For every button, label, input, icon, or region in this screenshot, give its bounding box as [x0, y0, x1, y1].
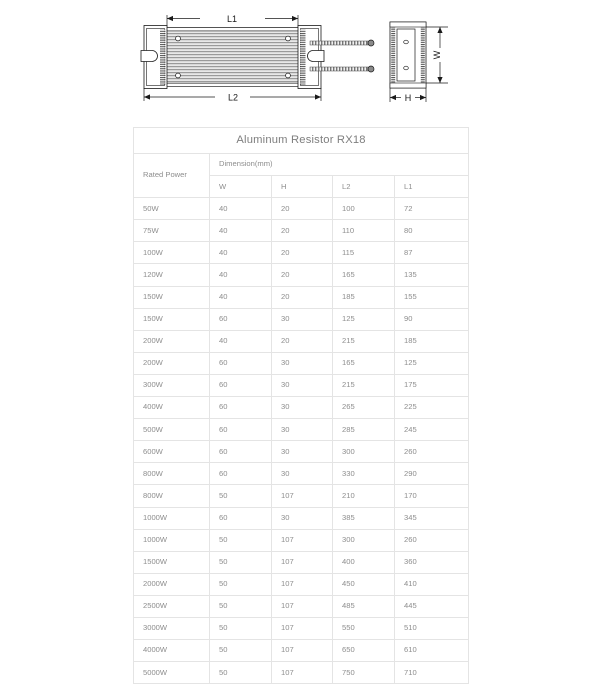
cell-w: 60 — [210, 308, 272, 330]
cell-rated-power: 800W — [134, 485, 210, 507]
cell-l1: 80 — [395, 220, 469, 242]
side-view — [390, 22, 448, 103]
w-dimension — [426, 27, 448, 83]
cell-h: 20 — [272, 286, 333, 308]
cell-w: 40 — [210, 330, 272, 352]
table-row — [134, 463, 469, 485]
table-row — [134, 308, 469, 330]
table-row — [134, 330, 469, 352]
cell-l1: 260 — [395, 529, 469, 551]
cell-rated-power: 100W — [134, 242, 210, 264]
cell-w: 60 — [210, 507, 272, 529]
cell-l2: 750 — [333, 662, 395, 684]
column-header-w: W — [210, 176, 272, 198]
cell-h: 107 — [272, 573, 333, 595]
specification-table — [133, 127, 469, 684]
table-title: Aluminum Resistor RX18 — [134, 128, 469, 154]
cell-l1: 175 — [395, 374, 469, 396]
cell-rated-power: 1000W — [134, 529, 210, 551]
table-row — [134, 551, 469, 573]
cell-l2: 115 — [333, 242, 395, 264]
cell-w: 60 — [210, 419, 272, 441]
cell-w: 40 — [210, 286, 272, 308]
cell-w: 50 — [210, 595, 272, 617]
cell-h: 107 — [272, 640, 333, 662]
cell-l2: 300 — [333, 529, 395, 551]
cell-h: 30 — [272, 352, 333, 374]
cell-l1: 87 — [395, 242, 469, 264]
specification-table-container — [133, 127, 468, 684]
cell-h: 107 — [272, 595, 333, 617]
cell-l2: 125 — [333, 308, 395, 330]
column-header-h: H — [272, 176, 333, 198]
cell-l2: 485 — [333, 595, 395, 617]
table-row — [134, 419, 469, 441]
cell-l2: 330 — [333, 463, 395, 485]
dimension-header: Dimension(mm) — [210, 154, 469, 176]
table-row — [134, 617, 469, 639]
table-row — [134, 352, 469, 374]
table-row — [134, 220, 469, 242]
cell-l2: 100 — [333, 198, 395, 220]
cell-h: 20 — [272, 198, 333, 220]
cell-h: 20 — [272, 220, 333, 242]
cell-l1: 410 — [395, 573, 469, 595]
table-row — [134, 640, 469, 662]
cell-l2: 550 — [333, 617, 395, 639]
cell-l2: 210 — [333, 485, 395, 507]
cell-rated-power: 400W — [134, 397, 210, 419]
w-label: W — [432, 50, 442, 60]
cell-h: 30 — [272, 308, 333, 330]
cell-w: 50 — [210, 662, 272, 684]
cell-l1: 90 — [395, 308, 469, 330]
cell-l1: 170 — [395, 485, 469, 507]
cell-l2: 215 — [333, 330, 395, 352]
table-row — [134, 198, 469, 220]
table-row — [134, 507, 469, 529]
table-row — [134, 286, 469, 308]
l2-dimension — [144, 88, 321, 103]
cell-rated-power: 4000W — [134, 640, 210, 662]
cell-l2: 165 — [333, 352, 395, 374]
table-row — [134, 242, 469, 264]
cell-w: 50 — [210, 529, 272, 551]
column-header-l1: L1 — [395, 176, 469, 198]
table-row — [134, 529, 469, 551]
cell-rated-power: 150W — [134, 286, 210, 308]
cell-h: 30 — [272, 397, 333, 419]
cell-w: 50 — [210, 640, 272, 662]
cell-rated-power: 75W — [134, 220, 210, 242]
cell-l1: 72 — [395, 198, 469, 220]
cell-w: 60 — [210, 397, 272, 419]
cell-rated-power: 1500W — [134, 551, 210, 573]
table-row — [134, 485, 469, 507]
cell-rated-power: 3000W — [134, 617, 210, 639]
cell-l2: 450 — [333, 573, 395, 595]
cell-l1: 445 — [395, 595, 469, 617]
table-row — [134, 374, 469, 396]
cell-l1: 290 — [395, 463, 469, 485]
cell-l1: 185 — [395, 330, 469, 352]
cell-h: 30 — [272, 374, 333, 396]
cell-w: 60 — [210, 374, 272, 396]
cell-w: 40 — [210, 242, 272, 264]
cell-rated-power: 200W — [134, 330, 210, 352]
cell-rated-power: 2500W — [134, 595, 210, 617]
cell-h: 107 — [272, 551, 333, 573]
left-end-bracket — [141, 26, 167, 89]
table-row — [134, 595, 469, 617]
cell-rated-power: 500W — [134, 419, 210, 441]
cell-l2: 185 — [333, 286, 395, 308]
cell-l1: 245 — [395, 419, 469, 441]
cell-l2: 165 — [333, 264, 395, 286]
front-view — [141, 14, 374, 103]
l2-label: L2 — [227, 92, 239, 103]
cell-h: 107 — [272, 485, 333, 507]
technical-drawing — [0, 0, 600, 118]
cell-w: 60 — [210, 441, 272, 463]
cell-rated-power: 150W — [134, 308, 210, 330]
cell-l2: 215 — [333, 374, 395, 396]
cell-rated-power: 50W — [134, 198, 210, 220]
cell-w: 60 — [210, 352, 272, 374]
cell-l2: 285 — [333, 419, 395, 441]
cell-h: 107 — [272, 529, 333, 551]
table-row — [134, 662, 469, 684]
cell-h: 30 — [272, 441, 333, 463]
cell-w: 40 — [210, 220, 272, 242]
cell-l2: 110 — [333, 220, 395, 242]
cell-rated-power: 800W — [134, 463, 210, 485]
cell-l2: 400 — [333, 551, 395, 573]
cell-l2: 265 — [333, 397, 395, 419]
cell-w: 50 — [210, 551, 272, 573]
cell-l1: 225 — [395, 397, 469, 419]
column-header-l2: L2 — [333, 176, 395, 198]
table-row — [134, 397, 469, 419]
table-row — [134, 264, 469, 286]
right-end-bracket — [298, 26, 324, 89]
cell-l2: 650 — [333, 640, 395, 662]
cell-l2: 300 — [333, 441, 395, 463]
cell-l1: 135 — [395, 264, 469, 286]
table-row — [134, 441, 469, 463]
cell-rated-power: 1000W — [134, 507, 210, 529]
cell-h: 30 — [272, 507, 333, 529]
cell-l1: 125 — [395, 352, 469, 374]
cell-w: 40 — [210, 264, 272, 286]
header-row-dimension — [134, 154, 469, 176]
resistor-dimension-drawing — [0, 0, 600, 118]
h-dimension — [390, 88, 426, 103]
cell-rated-power: 600W — [134, 441, 210, 463]
cell-l2: 385 — [333, 507, 395, 529]
cell-h: 20 — [272, 264, 333, 286]
cell-l1: 345 — [395, 507, 469, 529]
cell-l1: 510 — [395, 617, 469, 639]
table-title-row — [134, 128, 469, 154]
cell-h: 30 — [272, 419, 333, 441]
cell-h: 30 — [272, 463, 333, 485]
cell-rated-power: 200W — [134, 352, 210, 374]
cell-w: 60 — [210, 463, 272, 485]
cell-w: 50 — [210, 573, 272, 595]
cell-rated-power: 2000W — [134, 573, 210, 595]
cell-l1: 260 — [395, 441, 469, 463]
cell-h: 20 — [272, 242, 333, 264]
h-label: H — [404, 93, 412, 103]
cell-l1: 360 — [395, 551, 469, 573]
l1-label: L1 — [226, 14, 238, 24]
cell-l1: 155 — [395, 286, 469, 308]
rated-power-header: Rated Power — [134, 154, 210, 198]
cell-l1: 610 — [395, 640, 469, 662]
cell-h: 107 — [272, 617, 333, 639]
cell-rated-power: 5000W — [134, 662, 210, 684]
cell-rated-power: 120W — [134, 264, 210, 286]
cell-l1: 710 — [395, 662, 469, 684]
cell-h: 107 — [272, 662, 333, 684]
cell-h: 20 — [272, 330, 333, 352]
l1-dimension — [167, 14, 298, 28]
cell-rated-power: 300W — [134, 374, 210, 396]
table-row — [134, 573, 469, 595]
cell-w: 40 — [210, 198, 272, 220]
cell-w: 50 — [210, 485, 272, 507]
cell-w: 50 — [210, 617, 272, 639]
